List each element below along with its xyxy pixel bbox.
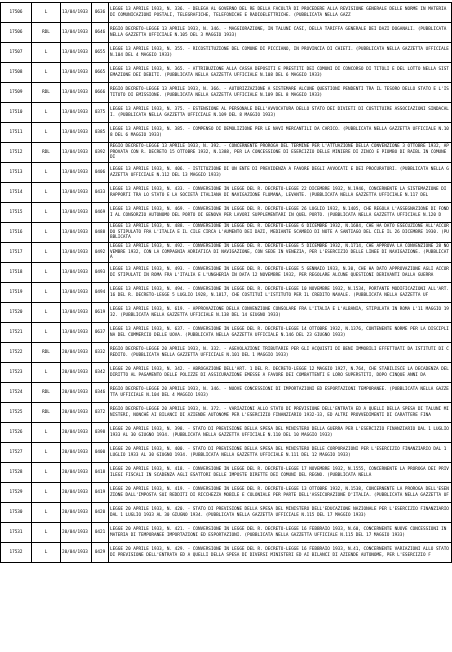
record-number-cell: 17514 [1,183,32,203]
act-description-cell: REGIO DECRETO-LEGGE 13 APRILE 1933, N. 392. - CONCERNENTE PROROGA DEL TERMINE PER L'ATTUAZIONE DELLA CONVENZIONE 3 OTTOBRE 1932, APPROVATA CON R. DECRETO 15 OTTOBRE 1932, N.1388, PER LA CONCESSIONE DI ESERCIZIO DELLE MINIERE DI ZINCO E PIOMBO DI RAIBL IN COMUNE DI [109,143,452,163]
act-number-cell: 0332 [92,343,109,363]
record-number-cell: 17528 [1,463,32,483]
table-row [1,63,452,83]
record-number-cell: 17527 [1,443,32,463]
act-description-cell: LEGGE 20 APRILE 1933, N. 419. - CONVERSIONE IN LEGGE DEL R. DECRETO-LEGGE 13 OTTOBRE 1932, N.1538, CONCERNENTE LA PROROGA DELL'ESENZIONE DALL'IMPOSTA SUI REDDITI DI RICCHEZZA MOBILE E COLONIALE PER PARTE DELL'ASSICURAZIONE D'ITALIA. (PUBBLICATA NELLA GAZZETTA UF [109,483,452,503]
act-date-cell: 20/04/1933 [61,463,92,483]
act-description-cell: LEGGE 20 APRILE 1933, N. 400. - STATO DI PREVISIONE DELLA SPESA DEL MINISTERO DELLE CORPORAZIONI PER L'ESERCIZIO FINANZIARIO DAL 1 LUGLIO 1933 AL 30 GIUGNO 1934. (PUBBLICATA NELLA GAZZETTA UFFICIALE N.111 DEL 12 MAGGIO 1933) [109,443,452,463]
act-number-cell: 0636 [92,3,109,23]
record-number-cell: 17521 [1,323,32,343]
act-number-cell: 0400 [92,443,109,463]
act-type-cell: L [32,283,61,303]
act-description-cell: LEGGE 13 APRILE 1933, N. 355. - RICOSTITUZIONE DEL COMUNE DI PICCIANO, IN PROVINCIA DI CHIETI. (PUBBLICATA NELLA GAZZETTA UFFICIALE N.104 DEL 4 MAGGIO 1933) [109,43,452,63]
record-number-cell: 17506 [1,23,32,43]
table-row [1,3,452,23]
act-number-cell: 0488 [92,223,109,243]
act-date-cell: 20/04/1933 [61,523,92,543]
act-description-cell: REGIO DECRETO-LEGGE 20 APRILE 1933, N. 372. - VARIAZIONI ALLO STATO DI PREVISIONE DELL'ENTRATA ED A QUELLI DELLA SPESA DI TALUNI MINISTERI, NONCHÉ AI BILANCI DI AZIENDE AUTONOME PER L'ESERCIZIO FINANZIARIO 1932-33, ED ALTRI PROVVEDIMENTI DI CARATTERE FINA [109,403,452,423]
act-date-cell: 13/04/1933 [61,143,92,163]
table-row [1,443,452,463]
record-number-cell: 17522 [1,343,32,363]
act-date-cell: 13/04/1933 [61,43,92,63]
table-row [1,23,452,43]
act-type-cell: L [32,243,61,263]
table-row [1,503,452,523]
table-row [1,543,452,563]
act-description-cell: LEGGE 13 APRILE 1933, N. 336. - DELEGA AL GOVERNO DEL RE DELLA FACOLTÀ DI PROCEDERE ALLA REVISIONE GENERALE DELLE NORME IN MATERIA DI COMUNICAZIONI POSTALI, TELEGRAFICHE, TELEFONICHE E RADIOELETTRICHE. (PUBBLICATA NELLA GAZZ [109,3,452,23]
record-number-cell: 17515 [1,203,32,223]
act-date-cell: 13/04/1933 [61,83,92,103]
act-number-cell: 0418 [92,463,109,483]
act-date-cell: 13/04/1933 [61,183,92,203]
act-description-cell: LEGGE 20 APRILE 1933, N. 421. - CONVERSIONE IN LEGGE DEL R. DECRETO-LEGGE 16 FEBBRAIO 1933, N.60, CONCERNENTE NUOVE CONCESSIONI IN MATERIA DI TEMPORANEE IMPORTAZIONI ED ESPORTAZIONI. (PUBBLICATA NELLA GAZZETTA UFFICIALE N.115 DEL 17 MAGGIO 1933) [109,523,452,543]
act-type-cell: L [32,183,61,203]
act-date-cell: 13/04/1933 [61,303,92,323]
act-description-cell: LEGGE 13 APRILE 1933, N. 637. - CONVERSIONE IN LEGGE DEL R. DECRETO-LEGGE 14 OTTOBRE 1932, N.1376, CONTENENTE NORME PER LA DISCIPLINA DEL COMMERCIO DELLE UOVA. (PUBBLICATA NELLA GAZZETTA UFFICIALE N.146 DEL 23 GIUGNO 1933) [109,323,452,343]
act-number-cell: 0665 [92,63,109,83]
record-number-cell: 17532 [1,543,32,563]
table-row [1,223,452,243]
act-number-cell: 0655 [92,43,109,63]
record-number-cell: 17517 [1,243,32,263]
act-description-cell: LEGGE 13 APRILE 1933, N. 492. - CONVERSIONE IN LEGGE DEL R. DECRETO-LEGGE 5 DICEMBRE 1932, N.1714, CHE APPROVA LA CONVENZIONE 28 NOVEMBRE 1932, CON LA COMPAGNIA ADRIATICA DI NAVIGAZIONE, CON SEDE IN VENEZIA, PER L'ESERCIZIO DELLE LINEE DI NAVIGAZIONE. (PUBBLICATA [109,243,452,263]
act-type-cell: L [32,123,61,143]
table-row [1,243,452,263]
act-number-cell: 0346 [92,383,109,403]
act-type-cell: L [32,363,61,383]
act-date-cell: 20/04/1933 [61,423,92,443]
act-description-cell: REGIO DECRETO-LEGGE 13 APRILE 1933, N. 346. - MAGGIORAZIONE, IN TALUNI CASI, DELLA TARIFFA GENERALE DEI DAZI DOGANALI. (PUBBLICATA NELLA GAZZETTA UFFICIALE N.105 DEL 3 MAGGIO 1933) [109,23,452,43]
act-type-cell: L [32,483,61,503]
record-number-cell: 17512 [1,143,32,163]
act-date-cell: 13/04/1933 [61,223,92,243]
act-description-cell: LEGGE 20 APRILE 1933, N. 429. - CONVERSIONE IN LEGGE DEL R. DECRETO-LEGGE 16 FEBBRAIO 1933, N.41, CONCERNENTE VARIAZIONI ALLO STATO DI PREVISIONE DELL'ENTRATA ED A QUELLI DELLA SPESA DI DIVERSI MINISTERI ED AI BILANCI DI AZIENDE AUTONOME, PER L'ESERCIZIO F [109,543,452,563]
act-description-cell: LEGGE 20 APRILE 1933, N. 420. - STATO DI PREVISIONE DELLA SPESA DEL MINISTERO DELL'EDUCAZIONE NAZIONALE PER L'ESERCIZIO FINANZIARIO DAL 1 LUGLIO 1933 AL 30 GIUGNO 1934. (PUBBLICATA NELLA GAZZETTA UFFICIALE N.115 DEL 17 MAGGIO 1933) [109,503,452,523]
act-number-cell: 0646 [92,23,109,43]
act-type-cell: RDL [32,343,61,363]
register-rows [1,3,452,563]
act-number-cell: 0429 [92,543,109,563]
act-description-cell: LEGGE 20 APRILE 1933, N. 342. - ABROGAZIONE DELL'ART. 1 DEL R. DECRETO-LEGGE 12 MAGGIO 1927, N.764, CHE STABILISCE LA DECADENZA DEL DIRITTO AL PAGAMENTO DELLE POLIZZE DI ASSICURAZIONE EMESSE A FAVORE DEI COMBATTENTI E LORO SUPERSTITI, DOPO CINQUE ANNI DA [109,363,452,383]
record-number-cell: 17526 [1,423,32,443]
act-description-cell: REGIO DECRETO-LEGGE 20 APRILE 1933, N. 346. - NUOVE CONCESSIONI DI IMPORTAZIONI ED ESPORTAZIONI TEMPORANEE. (PUBBLICATA NELLA GAZZETTA UFFICIALE N.104 DEL 4 MAGGIO 1933) [109,383,452,403]
act-type-cell: L [32,423,61,443]
act-description-cell: REGIO DECRETO-LEGGE 13 APRILE 1933, N. 366. - AUTORIZZAZIONE A SISTEMARE ALCUNE QUESTIONI PENDENTI TRA IL TESORO DELLO STATO E L'ISTITUTO DI EMISSIONE. (PUBBLICATA NELLA GAZZETTA UFFICIALE N.109 DEL 8 MAGGIO 1933) [109,83,452,103]
act-description-cell: LEGGE 20 APRILE 1933, N. 398. - STATO DI PREVISIONE DELLA SPESA DEL MINISTERO DELLA GUERRA PER L'ESERCIZIO FINANZIARIO DAL 1 LUGLIO 1933 AL 30 GIUGNO 1934. (PUBBLICATA NELLA GAZZETTA UFFICIALE N.110 DEL 10 MAGGIO 1933) [109,423,452,443]
act-type-cell: L [32,3,61,23]
act-number-cell: 0375 [92,103,109,123]
act-type-cell: L [32,223,61,243]
act-type-cell: L [32,63,61,83]
record-number-cell: 17519 [1,283,32,303]
record-number-cell: 17508 [1,63,32,83]
act-number-cell: 0492 [92,243,109,263]
act-type-cell: L [32,203,61,223]
act-description-cell: LEGGE 13 APRILE 1933, N. 433. - CONVERSIONE IN LEGGE DEL R. DECRETO-LEGGE 22 DICEMBRE 1932, N.1946, CONCERNENTE LA SISTEMAZIONE DI RAPPORTI TRA LO STATO E LA SOCIETÀ ITALIANA DI NAVIGAZIONE FLUMANA, LEVANTE. (PUBBLICATA NELLA GAZZETTA UFFICIALE N.117 DEL [109,183,452,203]
record-number-cell: 17510 [1,103,32,123]
act-number-cell: 0392 [92,143,109,163]
act-date-cell: 20/04/1933 [61,543,92,563]
act-date-cell: 13/04/1933 [61,123,92,143]
act-number-cell: 0385 [92,123,109,143]
record-number-cell: 17520 [1,303,32,323]
record-number-cell: 17506 [1,3,32,23]
act-description-cell: LEGGE 13 APRILE 1933, N. 406. - ISTITUZIONE DI UN ENTE DI PREVIDENZA A FAVORE DEGLI AVVOCATI E DEI PROCURATORI. (PUBBLICATA NELLA GAZZETTA UFFICIALE N.112 DEL 13 MAGGIO 1933) [109,163,452,183]
table-row [1,43,452,63]
act-date-cell: 20/04/1933 [61,443,92,463]
act-description-cell: LEGGE 13 APRILE 1933, N. 488. - CONVERSIONE IN LEGGE DEL R. DECRETO-LEGGE 6 DICEMBRE 1932, N.1684, CHE HA DATO ESECUZIONE ALL'ACCORDO STIPULATO FRA L'ITALIA E IL CILE CIRCA L'AUMENTO DEI DAZI, MEDIANTE SCAMBIO DI NOTE A SANTIAGO DEL CILE IL 26 DICEMBRE 1930. (PUBBLICATA [109,223,452,243]
act-type-cell: RDL [32,23,61,43]
table-row [1,303,452,323]
act-type-cell: L [32,43,61,63]
act-number-cell: 0398 [92,423,109,443]
act-description-cell: LEGGE 20 APRILE 1933, N. 418. - CONVERSIONE IN LEGGE DEL R. DECRETO-LEGGE 17 NOVEMBRE 1932, N.1555, CONCERNENTE LA PROROGA DEI PRIVILEGI FISCALI IN SCADENZA AGLI ESATTORI DELLE IMPOSTE DIRETTE DEI COMUNI DEL REGNO. (PUBBLICATA NELLA [109,463,452,483]
record-number-cell: 17507 [1,43,32,63]
act-type-cell: L [32,543,61,563]
table-row [1,363,452,383]
act-number-cell: 0469 [92,203,109,223]
act-type-cell: L [32,263,61,283]
act-date-cell: 13/04/1933 [61,243,92,263]
table-row [1,383,452,403]
act-number-cell: 0420 [92,503,109,523]
act-number-cell: 0494 [92,283,109,303]
act-date-cell: 13/04/1933 [61,163,92,183]
record-number-cell: 17509 [1,83,32,103]
table-row [1,163,452,183]
table-row [1,263,452,283]
act-date-cell: 20/04/1933 [61,503,92,523]
record-number-cell: 17531 [1,523,32,543]
legislation-register-table [0,2,452,563]
table-row [1,183,452,203]
act-type-cell: RDL [32,143,61,163]
act-date-cell: 13/04/1933 [61,103,92,123]
act-date-cell: 20/04/1933 [61,343,92,363]
record-number-cell: 17529 [1,483,32,503]
act-number-cell: 0372 [92,403,109,423]
act-description-cell: LEGGE 13 APRILE 1933, N. 365. - ATTRIBUZIONE ALLA CASSA DEPOSITI E PRESTITI DEI COMUNI DI CONCORSO DI TITOLI E DEL LOTTO NELLA SISTEMAZIONE DEI DEBITI. (PUBBLICATA NELLA GAZZETTA UFFICIALE N.108 DEL 6 MAGGIO 1933) [109,63,452,83]
table-row [1,283,452,303]
act-type-cell: L [32,463,61,483]
table-row [1,123,452,143]
record-number-cell: 17524 [1,383,32,403]
table-row [1,203,452,223]
act-date-cell: 13/04/1933 [61,3,92,23]
act-description-cell: LEGGE 13 APRILE 1933, N. 469. - CONVERSIONE IN LEGGE DEL R. DECRETO-LEGGE 26 LUGLIO 1932, N.1405, CHE REGOLA L'ASSEGNAZIONE DI FONDI AL CONSORZIO AUTONOMO DEL PORTO DI GENOVA PER LAVORI SUPPLEMENTARI IN QUEL PORTO. (PUBBLICATA NELLA GAZZETTA UFFICIALE N.120 D [109,203,452,223]
act-date-cell: 20/04/1933 [61,383,92,403]
act-type-cell: RDL [32,403,61,423]
act-number-cell: 0406 [92,163,109,183]
table-row [1,103,452,123]
table-row [1,523,452,543]
act-number-cell: 0493 [92,263,109,283]
act-date-cell: 13/04/1933 [61,323,92,343]
act-date-cell: 13/04/1933 [61,283,92,303]
table-row [1,83,452,103]
table-row [1,423,452,443]
record-number-cell: 17511 [1,123,32,143]
table-row [1,343,452,363]
record-number-cell: 17513 [1,163,32,183]
act-type-cell: L [32,303,61,323]
act-type-cell: L [32,103,61,123]
act-description-cell: LEGGE 13 APRILE 1933, N. 493. - CONVERSIONE IN LEGGE DEL R. DECRETO-LEGGE 5 GENNAIO 1933, N.30, CHE HA DATO APPROVAZIONE AGLI ACCORDI STIPULATI IN ROMA FRA L'ITALIA E L'UNGHERIA IN DATA 12 NOVEMBRE 1932, PER REGOLARE ALCUNE QUESTIONI DERIVANTI DALLA GUERRA [109,263,452,283]
act-date-cell: 20/04/1933 [61,403,92,423]
act-description-cell: LEGGE 13 APRILE 1933, N. 494. - CONVERSIONE IN LEGGE DEL R. DECRETO-LEGGE 10 NOVEMBRE 1932, N.1534, PORTANTE MODIFICAZIONI ALL'ART. 16 DEL R. DECRETO-LEGGE 5 LUGLIO 1928, N.1817, CHE COSTITUÌ L'ISTITUTO PER IL CREDITO NAVALE. (PUBBLICATA NELLA GAZZETTA UF [109,283,452,303]
act-number-cell: 0342 [92,363,109,383]
act-description-cell: LEGGE 13 APRILE 1933, N. 385. - COMPENSO DI DEMOLIZIONE PER LE NAVI MERCANTILI DA CARICO. (PUBBLICATA NELLA GAZZETTA UFFICIALE N.108 DEL 6 MAGGIO 1933) [109,123,452,143]
table-row [1,483,452,503]
act-number-cell: 0433 [92,183,109,203]
table-row [1,403,452,423]
act-description-cell: REGIO DECRETO-LEGGE 20 APRILE 1933, N. 332. - AGEVOLAZIONI TRIBUTARIE PER GLI ACQUISTI DI BENI IMMOBILI EFFETTUATI DA ISTITUTI DI CREDITO. (PUBBLICATA NELLA GAZZETTA UFFICIALE N.101 DEL 1 MAGGIO 1933) [109,343,452,363]
record-number-cell: 17525 [1,403,32,423]
record-number-cell: 17530 [1,503,32,523]
act-type-cell: L [32,323,61,343]
act-date-cell: 13/04/1933 [61,263,92,283]
act-date-cell: 13/04/1933 [61,23,92,43]
act-date-cell: 20/04/1933 [61,483,92,503]
record-number-cell: 17516 [1,223,32,243]
act-number-cell: 0421 [92,523,109,543]
record-number-cell: 17518 [1,263,32,283]
table-row [1,323,452,343]
act-number-cell: 0666 [92,83,109,103]
act-number-cell: 0619 [92,303,109,323]
act-type-cell: L [32,503,61,523]
act-description-cell: LEGGE 13 APRILE 1933, N. 375. - ESTENSIONE AL PERSONALE DELL'AVVOCATURA DELLO STATO DEI DIVIETI DI COSTITUIRE ASSOCIAZIONI SINDACALI. (PUBBLICATA NELLA GAZZETTA UFFICIALE N.109 DEL 8 MAGGIO 1933) [109,103,452,123]
act-number-cell: 0419 [92,483,109,503]
table-row [1,463,452,483]
act-date-cell: 20/04/1933 [61,363,92,383]
act-description-cell: LEGGE 13 APRILE 1933, N. 619. - APPROVAZIONE DELLA CONVENZIONE CONSOLARE FRA L'ITALIA E L'ALBANIA, STIPULATA IN ROMA L'11 MAGGIO 1932. (PUBBLICATA NELLA GAZZETTA UFFICIALE N.138 DEL 14 GIUGNO 1933) [109,303,452,323]
act-type-cell: L [32,523,61,543]
record-number-cell: 17523 [1,363,32,383]
act-type-cell: RDL [32,383,61,403]
act-type-cell: L [32,443,61,463]
act-date-cell: 13/04/1933 [61,203,92,223]
act-date-cell: 13/04/1933 [61,63,92,83]
act-number-cell: 0637 [92,323,109,343]
table-row [1,143,452,163]
act-type-cell: L [32,163,61,183]
act-type-cell: RDL [32,83,61,103]
